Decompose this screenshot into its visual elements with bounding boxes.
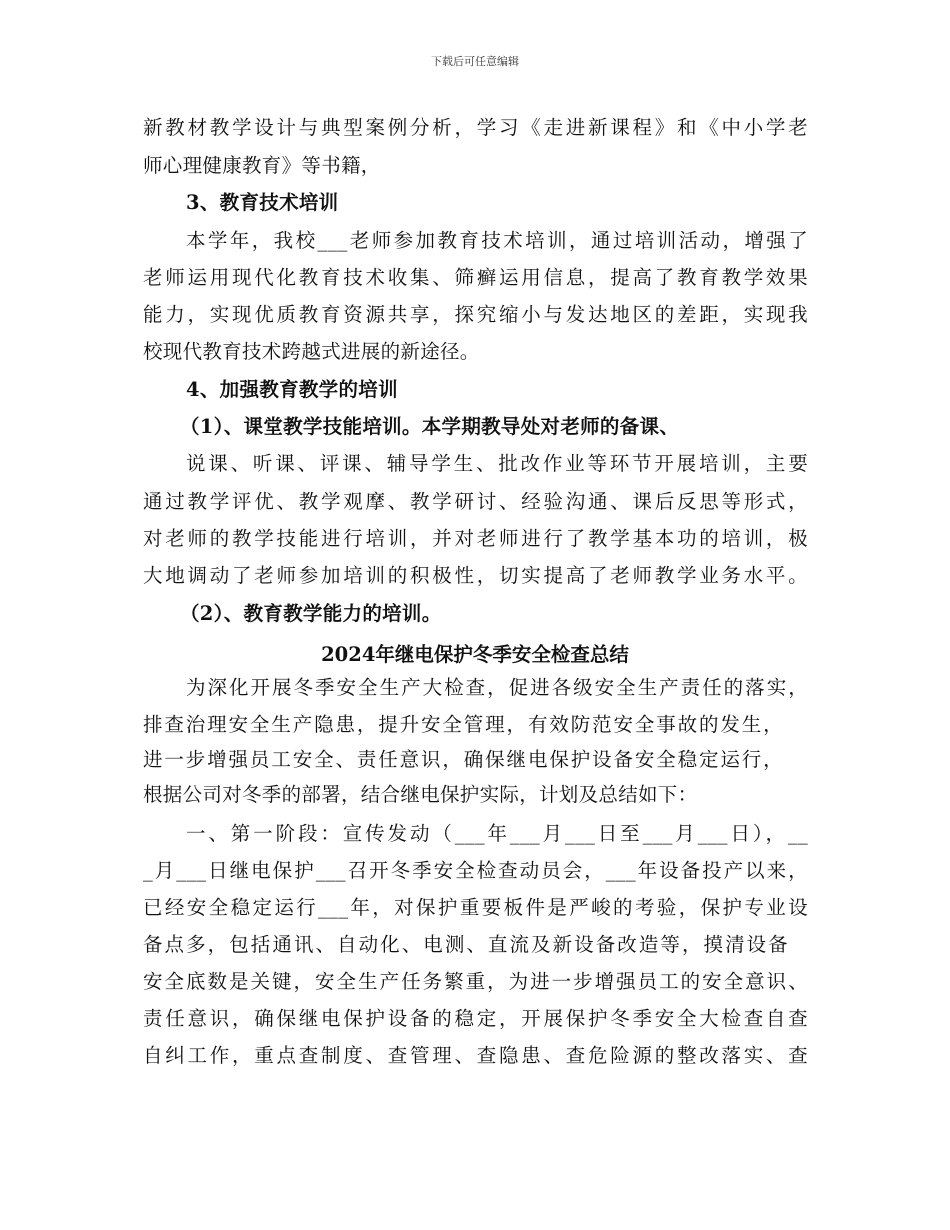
paragraph-line: 新教材教学设计与典型案例分析，学习《走进新课程》和《中小学老: [143, 116, 808, 139]
paragraph-line: 师心理健康教育》等书籍，: [143, 154, 381, 177]
paragraph-line: 进一步增强员工安全、责任意识，确保继电保护设备安全稳定运行，: [143, 748, 783, 771]
paragraph-line: 排查治理安全生产隐患，提升安全管理，有效防范安全事故的发生，: [143, 713, 783, 736]
paragraph-line: 能力，实现优质教育资源共享，探究缩小与发达地区的差距，实现我: [143, 303, 808, 326]
paragraph-line: 自纠工作，重点查制度、查管理、查隐患、查危险源的整改落实、查: [143, 1044, 808, 1067]
paragraph-line: 对老师的教学技能进行培训，并对老师进行了教学基本功的培训，极: [143, 527, 808, 550]
document-title: 2024年继电保护冬季安全检查总结: [321, 643, 629, 666]
paragraph-line: 备点多，包括通讯、自动化、电测、直流及新设备改造等，摸清设备: [143, 933, 788, 956]
page-header: 下载后可任意编辑: [431, 55, 519, 68]
section-heading: 4、加强教育教学的培训: [186, 378, 398, 401]
paragraph-line: 责任意识，确保继电保护设备的稳定，开展保护冬季安全大检查自查: [143, 1007, 808, 1030]
paragraph-line: 根据公司对冬季的部署，结合继电保护实际，计划及总结如下：: [143, 783, 698, 806]
paragraph-line: 老师运用现代化教育技术收集、筛癣运用信息，提高了教育教学效果: [143, 266, 808, 289]
paragraph-line: 已经安全稳定运行___年，对保护重要板件是严峻的考验，保护专业设: [143, 896, 808, 919]
paragraph-line: 校现代教育技术跨越式进展的新途径。: [143, 340, 480, 363]
paragraph-line: 为深化开展冬季安全生产大检查，促进各级安全生产责任的落实，: [186, 676, 808, 699]
subsection-heading: （1）、课堂教学技能培训。本学期教导处对老师的备课、: [180, 415, 680, 438]
paragraph-line: 安全底数是关键，安全生产任务繁重，为进一步增强员工的安全意识、: [143, 970, 808, 993]
subsection-heading: （2）、教育教学能力的培训。: [180, 602, 442, 625]
paragraph-line: 一、第一阶段：宣传发动（___年___月___日至___月___日），__: [186, 822, 808, 845]
paragraph-line: 说课、听课、评课、辅导学生、批改作业等环节开展培训，主要: [186, 452, 808, 475]
paragraph-line: _月___日继电保护___召开冬季安全检查动员会，___年设备投产以来，: [143, 859, 808, 882]
paragraph-line: 本学年，我校___老师参加教育技术培训，通过培训活动，增强了: [186, 229, 808, 252]
section-heading: 3、教育技术培训: [186, 191, 339, 214]
paragraph-line: 大地调动了老师参加培训的积极性，切实提高了老师教学业务水平。: [143, 564, 808, 587]
paragraph-line: 通过教学评优、教学观摩、教学研讨、经验沟通、课后反思等形式，: [143, 490, 808, 513]
